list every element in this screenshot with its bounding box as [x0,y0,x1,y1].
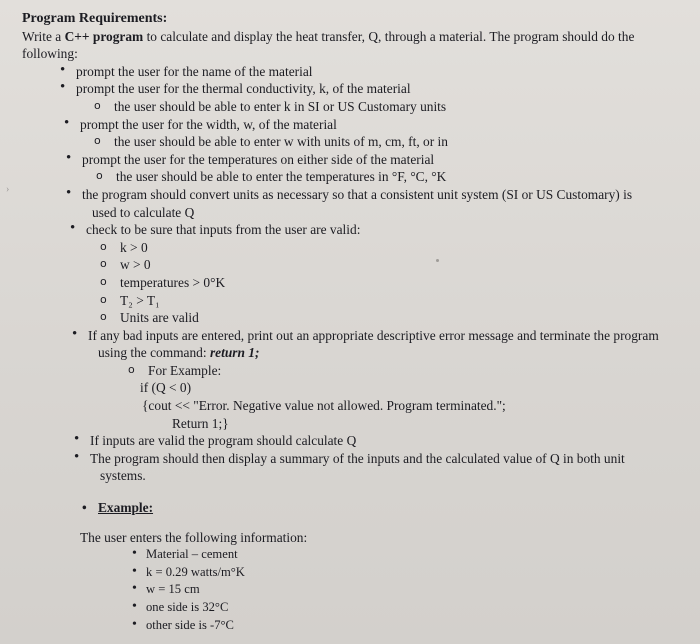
valid-w: o w > 0 [98,256,686,274]
summary-line1: The program should then display a summary of the inputs and the calculated value of Q in both unit [90,450,625,466]
code-line-cout: {cout << "Error. Negative value not allowed. Program terminated."; [142,398,506,414]
intro-suffix: to calculate and display the heat transfer, Q, through a material. The program should do the following: [22,28,635,62]
example-side-one: • one side is 32°C [132,599,686,617]
example-material: • Material – cement [132,546,686,564]
req-temp-units: o the user should be able to enter the temperatures in °F, °C, °K [94,168,686,186]
valid-units: o Units are valid [98,309,686,327]
req-display-summary [74,450,686,485]
requirements-list [22,63,686,239]
bad-inputs-block [22,327,686,380]
example-w: • w = 15 cm [132,581,686,599]
validation-list [22,239,686,327]
req-validate-inputs: • check to be sure that inputs from the user are valid: [70,221,686,239]
code-line-return: Return 1;} [172,415,229,431]
req-material-name: • prompt the user for the name of the material [60,63,686,81]
closing-requirements [22,432,686,485]
arrow-mark-icon: › [6,184,10,195]
intro-prefix: Write a [22,28,65,44]
valid-temperatures: o temperatures > 0°K [98,274,686,292]
req-thermal-conductivity: • prompt the user for the thermal conductivity, k, of the material [60,80,686,98]
example-heading: • Example: [82,499,686,517]
example-side-two: • other side is -7°C [132,617,686,635]
summary-line2: systems. [100,468,146,484]
example-intro: The user enters the following information: [80,529,308,545]
req-w-units: o the user should be able to enter w with units of m, cm, ft, or in [92,133,686,151]
req-k-units: o the user should be able to enter k in SI or US Customary units [92,98,686,116]
valid-k: o k > 0 [98,239,686,257]
req-convert-units [66,186,686,221]
bad-inputs-line2 [88,344,686,362]
bad-inputs-command-label: using the command: [98,345,210,361]
req-temperatures: • prompt the user for the temperatures on either side of the material [66,151,686,169]
page-title: Program Requirements: [22,11,168,26]
example-k: • k = 0.29 watts/m°K [132,564,686,582]
bad-inputs-item [72,327,686,362]
req-convert-line2: used to calculate Q [92,204,195,220]
intro-cpp: C++ program [64,28,144,44]
for-example-label: o For Example: [126,362,686,380]
valid-t2-gt-t1: o T₂ > T₁ [98,292,686,310]
req-calculate-q: • If inputs are valid the program should calculate Q [74,432,686,450]
req-convert-line1: the program should convert units as necessary so that a consistent unit system (SI or US Customary) is [82,186,633,202]
intro-paragraph [22,28,686,63]
bad-inputs-command: return 1; [209,345,260,361]
example-list [132,546,686,634]
code-line-if: if (Q < 0) [140,380,192,396]
bad-inputs-line1: If any bad inputs are entered, print out an appropriate descriptive error message and terminate the program [88,327,659,343]
req-width: • prompt the user for the width, w, of the material [64,116,686,134]
